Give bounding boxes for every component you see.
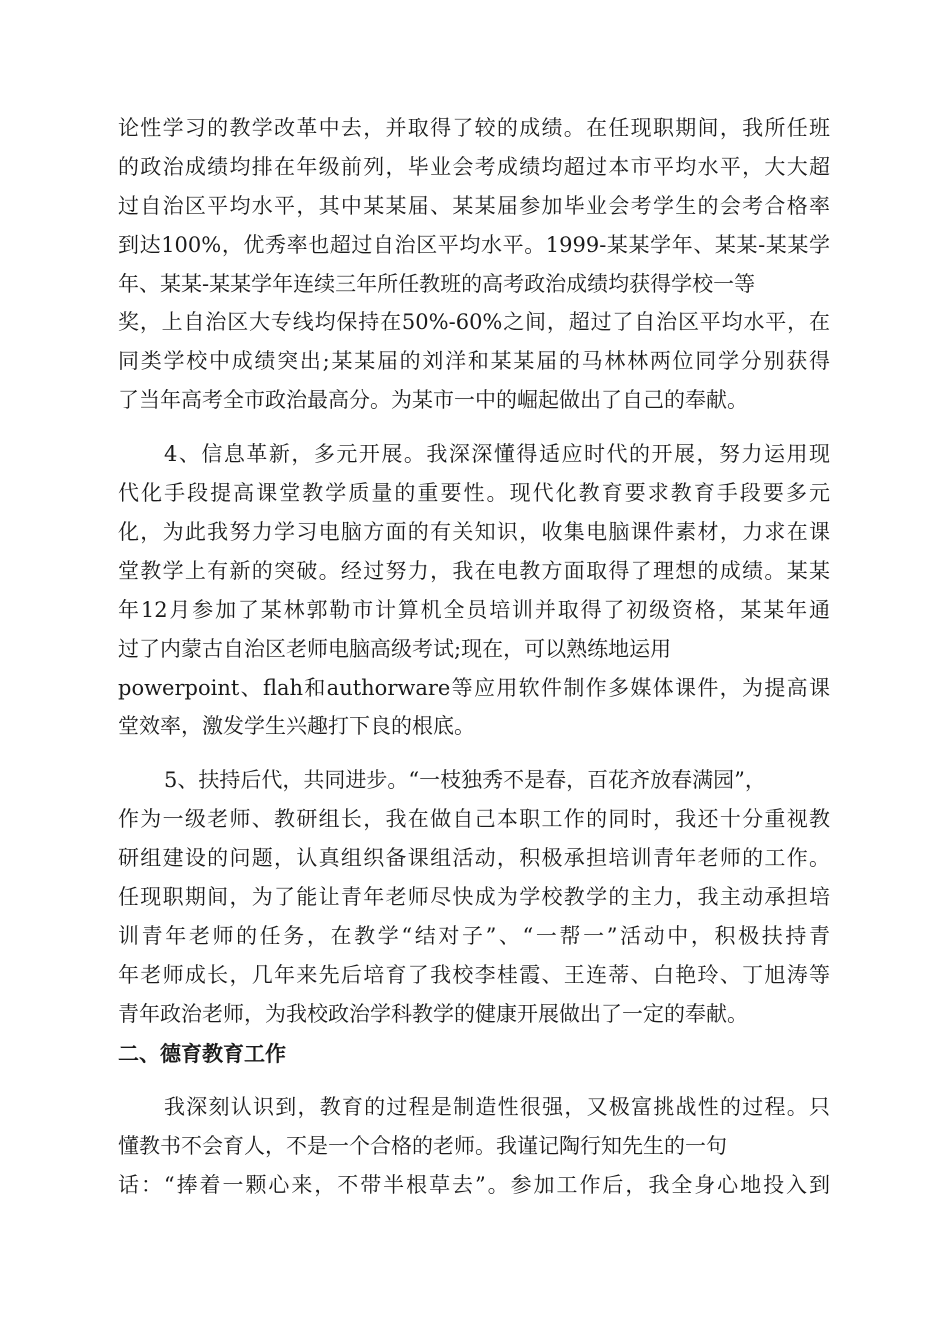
text-line: 了当年高考全市政治最高分。为某市一中的崛起做出了自己的奉献。	[118, 388, 748, 412]
text-line: 话：“捧着一颗心来，不带半根草去”。参加工作后，我全身心地投入到	[118, 1173, 830, 1197]
text-line: 论性学习的教学改革中去，并取得了较的成绩。在任现职期间，我所任班	[118, 116, 830, 140]
text-line: 的政治成绩均排在年级前列，毕业会考成绩均超过本市平均水平，大大超	[118, 155, 830, 179]
text-line: 任现职期间，为了能让青年老师尽快成为学校教学的主力，我主动承担培	[118, 885, 830, 909]
text-line: 代化手段提高课堂教学质量的重要性。现代化教育要求教育手段要多元	[118, 481, 830, 505]
text-line: 懂教书不会育人，不是一个合格的老师。我谨记陶行知先生的一句	[118, 1134, 727, 1158]
text-line: 过自治区平均水平，其中某某届、某某届参加毕业会考学生的会考合格率	[118, 194, 830, 218]
text-line: 到达100%，优秀率也超过自治区平均水平。1999-某某学年、某某-某某学	[118, 233, 830, 257]
text-line: 年老师成长，几年来先后培育了我校李桂霞、王连蒂、白艳玲、丁旭涛等	[118, 963, 830, 987]
text-line: 过了内蒙古自治区老师电脑高级考试;现在，可以熟练地运用	[118, 637, 672, 661]
text-line: powerpoint、flah和authorware等应用软件制作多媒体课件，为提高课	[118, 676, 830, 700]
text-line: 同类学校中成绩突出;某某届的刘洋和某某届的马林林两位同学分别获得	[118, 349, 830, 373]
text-line: 作为一级老师、教研组长，我在做自己本职工作的同时，我还十分重视教	[118, 807, 830, 831]
text-line: 研组建设的问题，认真组织备课组活动，积极承担培训青年老师的工作。	[118, 846, 830, 870]
text-line: 训青年老师的任务，在教学“结对子”、“一帮一”活动中，积极扶持青	[118, 924, 830, 948]
text-line: 奖，上自治区大专线均保持在50%-60%之间，超过了自治区平均水平，在	[118, 310, 830, 334]
text-line: 堂效率，激发学生兴趣打下良的根底。	[118, 714, 475, 738]
section-heading: 二、德育教育工作	[118, 1042, 286, 1066]
text-line: 堂教学上有新的突破。经过努力，我在电教方面取得了理想的成绩。某某	[118, 559, 830, 583]
text-line: 我深刻认识到，教育的过程是制造性很强，又极富挑战性的过程。只	[164, 1095, 830, 1119]
text-line: 5、扶持后代，共同进步。“一枝独秀不是春，百花齐放春满园”，	[164, 768, 766, 792]
text-line: 化，为此我努力学习电脑方面的有关知识，收集电脑课件素材，力求在课	[118, 520, 830, 544]
text-line: 年12月参加了某林郭勒市计算机全员培训并取得了初级资格，某某年通	[118, 598, 830, 622]
text-line: 4、信息革新，多元开展。我深深懂得适应时代的开展，努力运用现	[164, 442, 830, 466]
text-line: 年、某某-某某学年连续三年所任教班的高考政治成绩均获得学校一等	[118, 272, 756, 296]
text-line: 青年政治老师，为我校政治学科教学的健康开展做出了一定的奉献。	[118, 1002, 748, 1026]
